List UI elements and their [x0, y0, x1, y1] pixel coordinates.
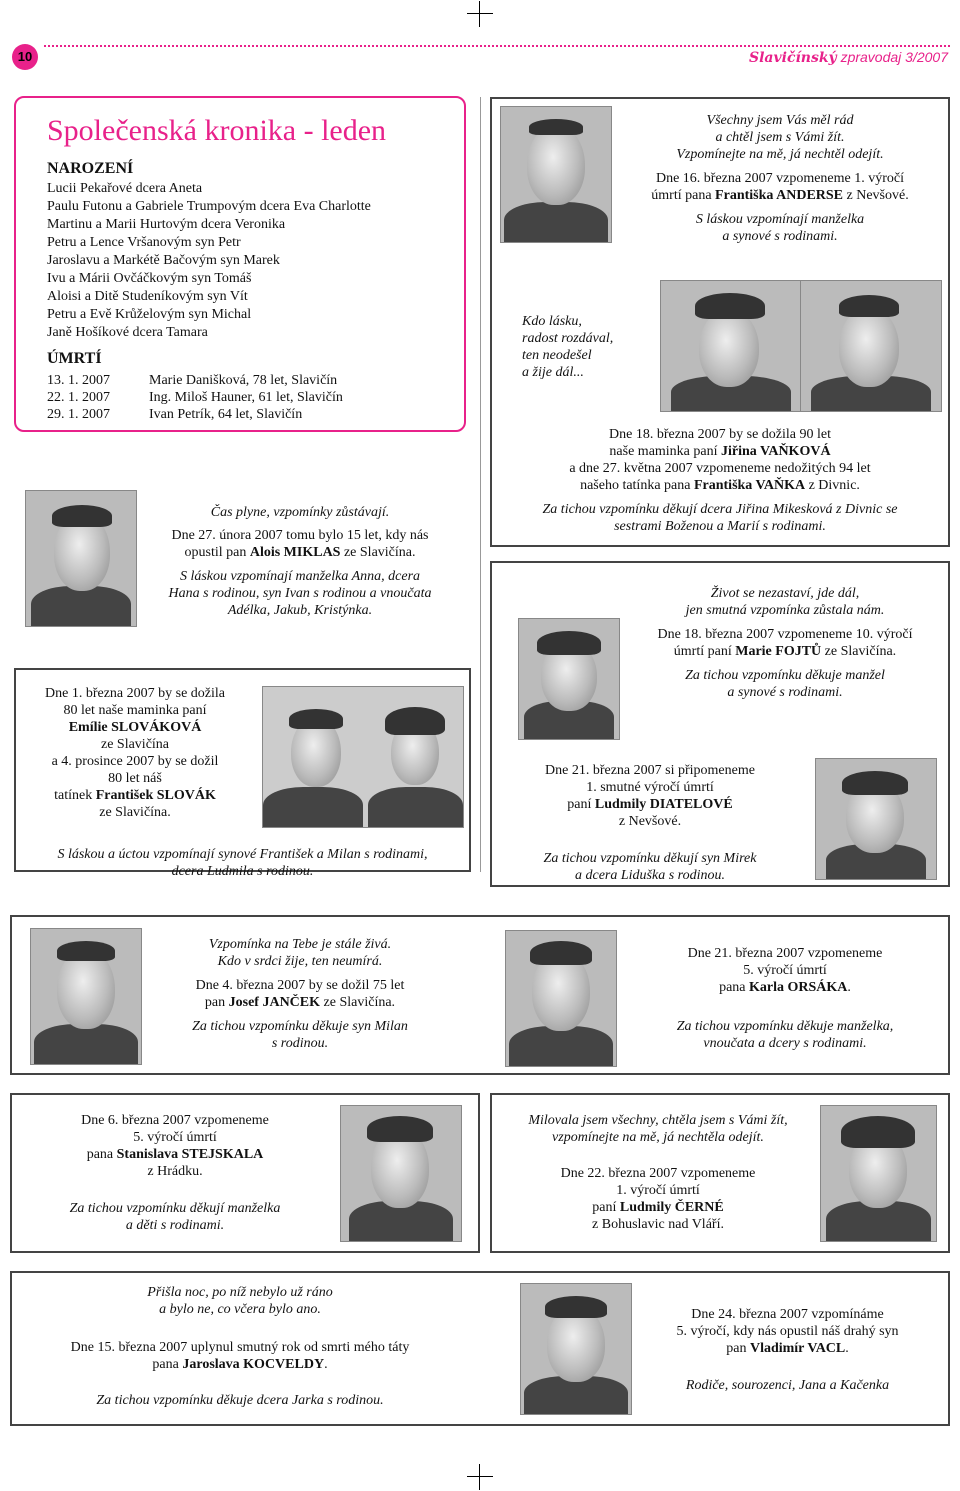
miklas-line3: opustil pan Alois MIKLAS ze Slavičína.	[184, 545, 416, 560]
photo-ludmila-diatelova	[815, 758, 937, 880]
fojtu-line4: úmrtí paní Marie FOJTŮ ze Slavičína.	[673, 644, 897, 659]
slovak-line4: ze Slavičína	[100, 737, 170, 752]
photo-ludmila-cerna	[820, 1105, 937, 1242]
fojtu-verse1: Život se nezastaví, jde dál,	[710, 586, 860, 601]
birth-entry: Lucii Pekařové dcera Aneta	[47, 181, 203, 196]
fojtu-verse2: jen smutná vzpomínka zůstala nám.	[685, 603, 885, 618]
jancek-thanks1: Za tichou vzpomínku děkuje syn Milan	[192, 1019, 408, 1034]
vanek-poem3: ten neodešel	[522, 348, 592, 363]
jancek-verse1: Vzpomínka na Tebe je stále živá.	[208, 937, 392, 952]
vanek-poem4: a žije dál...	[522, 365, 584, 380]
diatelova-thanks1: Za tichou vzpomínku děkují syn Mirek	[543, 851, 757, 866]
slovak-line2: 80 let naše maminka paní	[63, 703, 207, 718]
death-person: Ivan Petrík, 64 let, Slavičín	[149, 407, 303, 422]
anderse-verse3: Vzpomínejte na mě, já nechtěl odejít.	[676, 147, 884, 162]
miklas-thanks2: Hana s rodinou, syn Ivan s rodinou a vnoučata	[168, 586, 432, 601]
cerna-line4: 1. výročí úmrtí	[616, 1183, 700, 1198]
vanek-line1: Dne 18. března 2007 by se dožila 90 let	[609, 427, 831, 442]
diatelova-line1: Dne 21. března 2007 si připomeneme	[545, 763, 755, 778]
deaths-heading: ÚMRTÍ	[47, 350, 102, 367]
page-number: 10	[12, 44, 38, 70]
fojtu-line3: Dne 18. března 2007 vzpomeneme 10. výročí	[657, 627, 913, 642]
stejskal-line4: z Hrádku.	[147, 1164, 203, 1179]
slovak-thanks2: dcera Ludmila s rodinou.	[171, 864, 314, 879]
birth-entry: Jaroslavu a Markétě Bačovým syn Marek	[47, 253, 280, 268]
anderse-verse1: Všechny jsem Vás měl rád	[706, 113, 854, 128]
death-entry	[47, 406, 343, 423]
birth-entry: Aloisi a Ditě Studeníkovým syn Vít	[47, 289, 248, 304]
kocveldy-verse1: Přišla noc, po níž nebylo už ráno	[147, 1285, 333, 1300]
diatelova-thanks2: a dcera Liduška s rodinou.	[575, 868, 725, 883]
death-date: 13. 1. 2007	[47, 373, 110, 388]
birth-entry: Petru a Lence Vršanovým syn Petr	[47, 235, 241, 250]
anderse-line4: Dne 16. března 2007 vzpomeneme 1. výročí	[655, 171, 905, 186]
kocveldy-line3: Dne 15. března 2007 uplynul smutný rok od smrti mého táty	[70, 1340, 410, 1355]
photo-stanislav-stejskal	[340, 1105, 462, 1242]
vanek-poem2: radost rozdával,	[522, 331, 614, 346]
orsak-thanks1: Za tichou vzpomínku děkuje manželka,	[676, 1019, 894, 1034]
stejskal-thanks2: a děti s rodinami.	[125, 1218, 225, 1233]
jancek-line4: pan Josef JANČEK ze Slavičína.	[204, 995, 396, 1010]
slovak-line1: Dne 1. března 2007 by se dožila	[45, 686, 225, 701]
birth-entry: Petru a Evě Krůželovým syn Michal	[47, 307, 252, 322]
birth-entry: Martinu a Marii Hurtovým dcera Veronika	[47, 217, 286, 232]
slovak-thanks1: S láskou a úctou vzpomínají synové František a Milan s rodinami,	[57, 847, 428, 862]
births-heading: NAROZENÍ	[47, 160, 134, 177]
slovak-name1: Emílie SLOVÁKOVÁ	[68, 720, 202, 735]
vanek-thanks2: sestrami Boženou a Marií s rodinami.	[614, 519, 826, 534]
kocveldy-verse2: a bylo ne, co včera bylo ano.	[159, 1302, 321, 1317]
birth-entry: Ivu a Márii Ovčáčkovým syn Tomáš	[47, 271, 252, 286]
orsak-line2: 5. výročí úmrtí	[743, 963, 827, 978]
photo-jirina-vankova	[660, 280, 802, 412]
miklas-line2: Dne 27. února 2007 tomu bylo 15 let, kdy nás	[171, 528, 429, 543]
death-entry	[47, 389, 343, 406]
miklas-verse: Čas plyne, vzpomínky zůstávají.	[210, 505, 390, 520]
death-entry	[47, 372, 343, 389]
vacl-thanks: Rodiče, sourozenci, Jana a Kačenka	[685, 1378, 890, 1393]
vacl-line3: pan Vladimír VACL.	[726, 1341, 849, 1356]
diatelova-line2: 1. smutné výročí úmrtí	[586, 780, 714, 795]
vacl-line1: Dne 24. března 2007 vzpomínáme	[691, 1307, 884, 1322]
slovak-line6: 80 let náš	[108, 771, 162, 786]
vanek-line2: naše maminka paní Jiřina VAŇKOVÁ	[609, 444, 831, 459]
photo-vladimir-vacl	[520, 1283, 632, 1415]
photo-marie-fojtu	[518, 618, 620, 740]
anderse-thanks1: S láskou vzpomínají manželka	[695, 212, 865, 227]
cerna-line3: Dne 22. března 2007 vzpomeneme	[560, 1166, 756, 1181]
jancek-line3: Dne 4. března 2007 by se dožil 75 let	[195, 978, 405, 993]
diatelova-line4: z Nevšové.	[618, 814, 682, 829]
photo-alois-miklas	[25, 490, 137, 627]
orsak-line3: pana Karla ORSÁKA.	[719, 980, 851, 995]
slovak-line8: ze Slavičína.	[99, 805, 171, 820]
orsak-thanks2: vnoučata a dcery s rodinami.	[703, 1036, 867, 1051]
death-person: Marie Danišková, 78 let, Slavičín	[149, 373, 338, 388]
vanek-line3: a dne 27. května 2007 vzpomeneme nedožitých 94 let	[569, 461, 871, 476]
deaths-list	[47, 372, 343, 423]
vanek-poem1: Kdo lásku,	[522, 314, 582, 329]
stejskal-thanks1: Za tichou vzpomínku děkují manželka	[69, 1201, 281, 1216]
photo-frantisek-anderse	[500, 106, 612, 243]
stejskal-line3: pana Stanislava STEJSKALA	[86, 1147, 264, 1162]
death-person: Ing. Miloš Hauner, 61 let, Slavičín	[149, 390, 343, 405]
stejskal-line2: 5. výročí úmrtí	[133, 1130, 217, 1145]
jancek-thanks2: s rodinou.	[271, 1036, 329, 1051]
vanek-line4: našeho tatínka pana Františka VAŇKA z Divnic.	[580, 478, 860, 493]
publication-title: Slavičínský zpravodaj 3/2007	[748, 49, 948, 66]
birth-entry: Janě Hošíkové dcera Tamara	[47, 325, 208, 340]
cerna-verse2: vzpomínejte na mě, já nechtěla odejít.	[552, 1130, 764, 1145]
photo-slovak-couple	[262, 686, 464, 828]
registration-mark-top	[467, 1, 493, 27]
birth-entry: Paulu Futonu a Gabriele Trumpovým dcera Eva Charlotte	[47, 199, 371, 214]
anderse-line5: úmrtí pana Františka ANDERSE z Nevšové.	[651, 188, 909, 203]
photo-josef-jancek	[30, 928, 142, 1065]
cerna-line5: paní Ludmily ČERNÉ	[592, 1200, 724, 1215]
anderse-verse2: a chtěl jsem s Vámi žít.	[715, 130, 845, 145]
registration-mark-bottom	[467, 1464, 493, 1490]
kocveldy-thanks: Za tichou vzpomínku děkuje dcera Jarka s rodinou.	[96, 1393, 384, 1408]
diatelova-line3: paní Ludmily DIATELOVÉ	[567, 797, 733, 812]
births-list	[47, 180, 371, 342]
column-divider	[480, 97, 481, 872]
photo-karel-orsak	[505, 930, 617, 1067]
photo-frantisek-vanek	[800, 280, 942, 412]
slovak-line5: a 4. prosince 2007 by se dožil	[51, 754, 219, 769]
fojtu-thanks1: Za tichou vzpomínku děkuje manžel	[685, 668, 885, 683]
anderse-thanks2: a synové s rodinami.	[722, 229, 838, 244]
vanek-thanks1: Za tichou vzpomínku děkují dcera Jiřina Mikesková z Divnic se	[542, 502, 898, 517]
stejskal-line1: Dne 6. března 2007 vzpomeneme	[81, 1113, 269, 1128]
miklas-thanks1: S láskou vzpomínají manželka Anna, dcera	[179, 569, 421, 584]
miklas-thanks3: Adélka, Jakub, Kristýnka.	[227, 603, 373, 618]
header-rule	[44, 45, 950, 47]
cerna-verse1: Milovala jsem všechny, chtěla jsem s Vámi žít,	[528, 1113, 788, 1128]
death-date: 22. 1. 2007	[47, 390, 110, 405]
page-title: Společenská kronika - leden	[47, 114, 387, 147]
jancek-verse2: Kdo v srdci žije, ten neumírá.	[217, 954, 383, 969]
kocveldy-line4: pana Jaroslava KOCVELDY.	[152, 1357, 328, 1372]
slovak-name2: tatínek František SLOVÁK	[54, 788, 216, 803]
fojtu-thanks2: a synové s rodinami.	[727, 685, 843, 700]
orsak-line1: Dne 21. března 2007 vzpomeneme	[687, 946, 883, 961]
cerna-line6: z Bohuslavic nad Vláří.	[592, 1217, 724, 1232]
death-date: 29. 1. 2007	[47, 407, 110, 422]
vacl-line2: 5. výročí, kdy nás opustil náš drahý syn	[676, 1324, 899, 1339]
